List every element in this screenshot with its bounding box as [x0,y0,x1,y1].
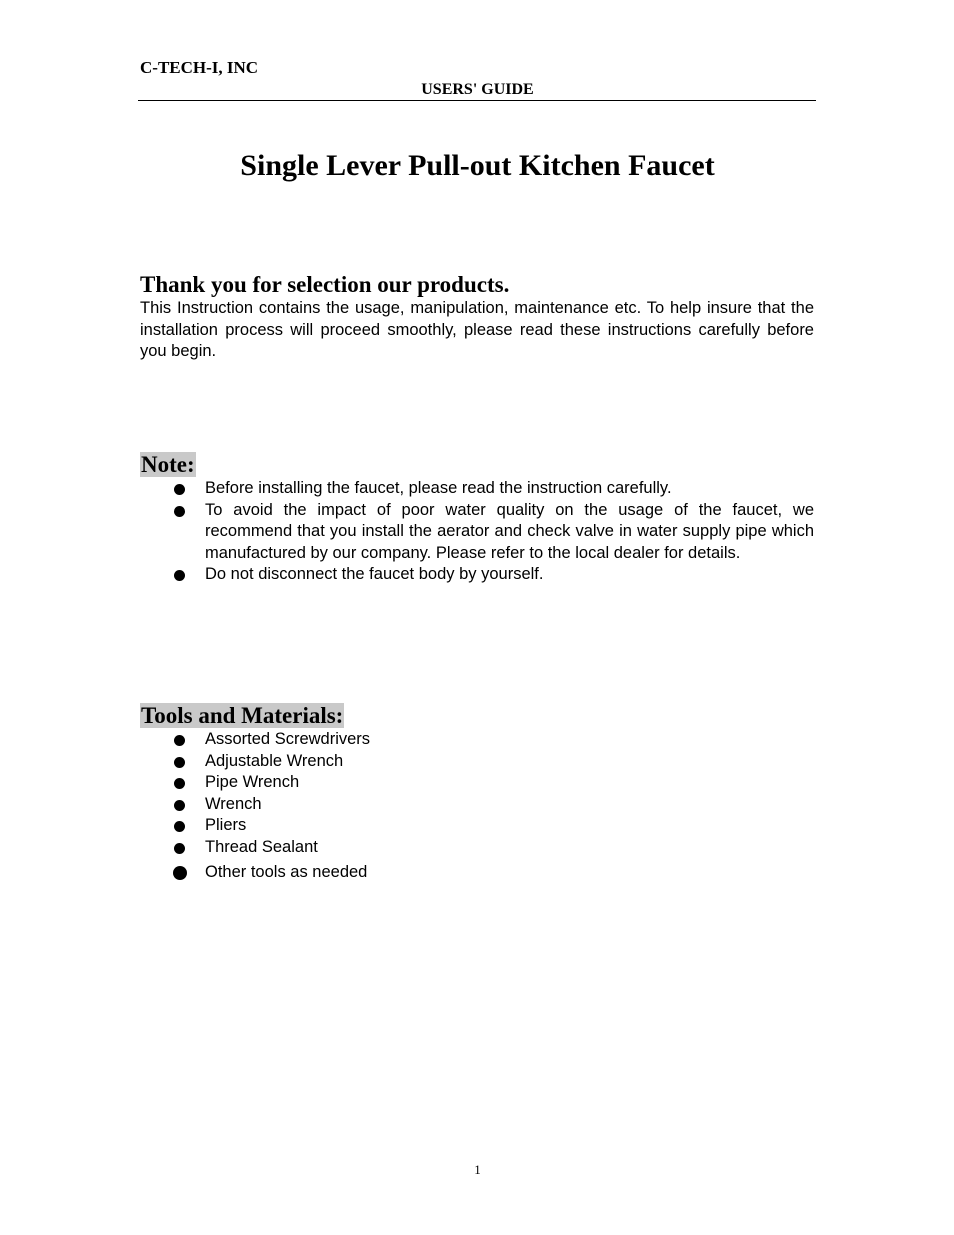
list-item [140,794,814,816]
guide-label: USERS' GUIDE [421,81,534,98]
tools-list [140,729,814,884]
bullet-icon [174,800,185,811]
list-item [140,772,814,794]
list-item [140,564,814,586]
intro-section [140,271,814,363]
list-item-text: Assorted Screwdrivers [205,730,371,748]
bullet-icon [173,866,187,880]
list-item [140,729,814,751]
header-divider [138,100,816,101]
list-item-text: Before installing the faucet, please read the instruction carefully. [205,479,672,497]
tools-section [140,702,814,884]
list-item-text: Other tools as needed [205,863,368,881]
bullet-icon [174,778,185,789]
note-section [140,451,814,586]
list-item [140,478,814,500]
bullet-icon [174,843,185,854]
bullet-icon [174,506,185,517]
list-item [140,862,814,884]
list-item-text: Pliers [205,816,247,834]
intro-heading: Thank you for selection our products. [140,272,510,297]
list-item [140,751,814,773]
tools-heading [140,702,814,729]
list-item [140,837,814,859]
company-name: C-TECH-I, INC [140,58,259,77]
note-heading [140,451,814,478]
list-item-text: Thread Sealant [205,837,318,856]
note-heading-label: Note: [141,452,195,477]
list-item-text: Wrench [205,794,262,813]
list-item-text: Adjustable Wrench [205,751,344,770]
list-item [140,500,814,565]
bullet-icon [174,735,185,746]
intro-text: This Instruction contains the usage, manipulation, maintenance etc. To help insure that the installation process will proceed smoothly, please read these instructions carefully before you begin. [140,299,814,360]
tools-heading-label: Tools and Materials: [141,703,344,728]
document-title: Single Lever Pull-out Kitchen Faucet [240,149,715,182]
list-item-text: Do not disconnect the faucet body by yourself. [205,565,544,583]
list-item-text: To avoid the impact of poor water quality on the usage of the faucet, we recommend that you install the aerator and check valve in water supply pipe which manufactured by our company. Please refer to the local dealer for details. [205,500,814,562]
list-item-text: Pipe Wrench [205,773,300,791]
page-number: 1 [474,1162,481,1177]
bullet-icon [174,570,185,581]
bullet-icon [174,821,185,832]
bullet-icon [174,484,185,495]
bullet-icon [174,757,185,768]
note-list [140,478,814,586]
list-item [140,815,814,837]
